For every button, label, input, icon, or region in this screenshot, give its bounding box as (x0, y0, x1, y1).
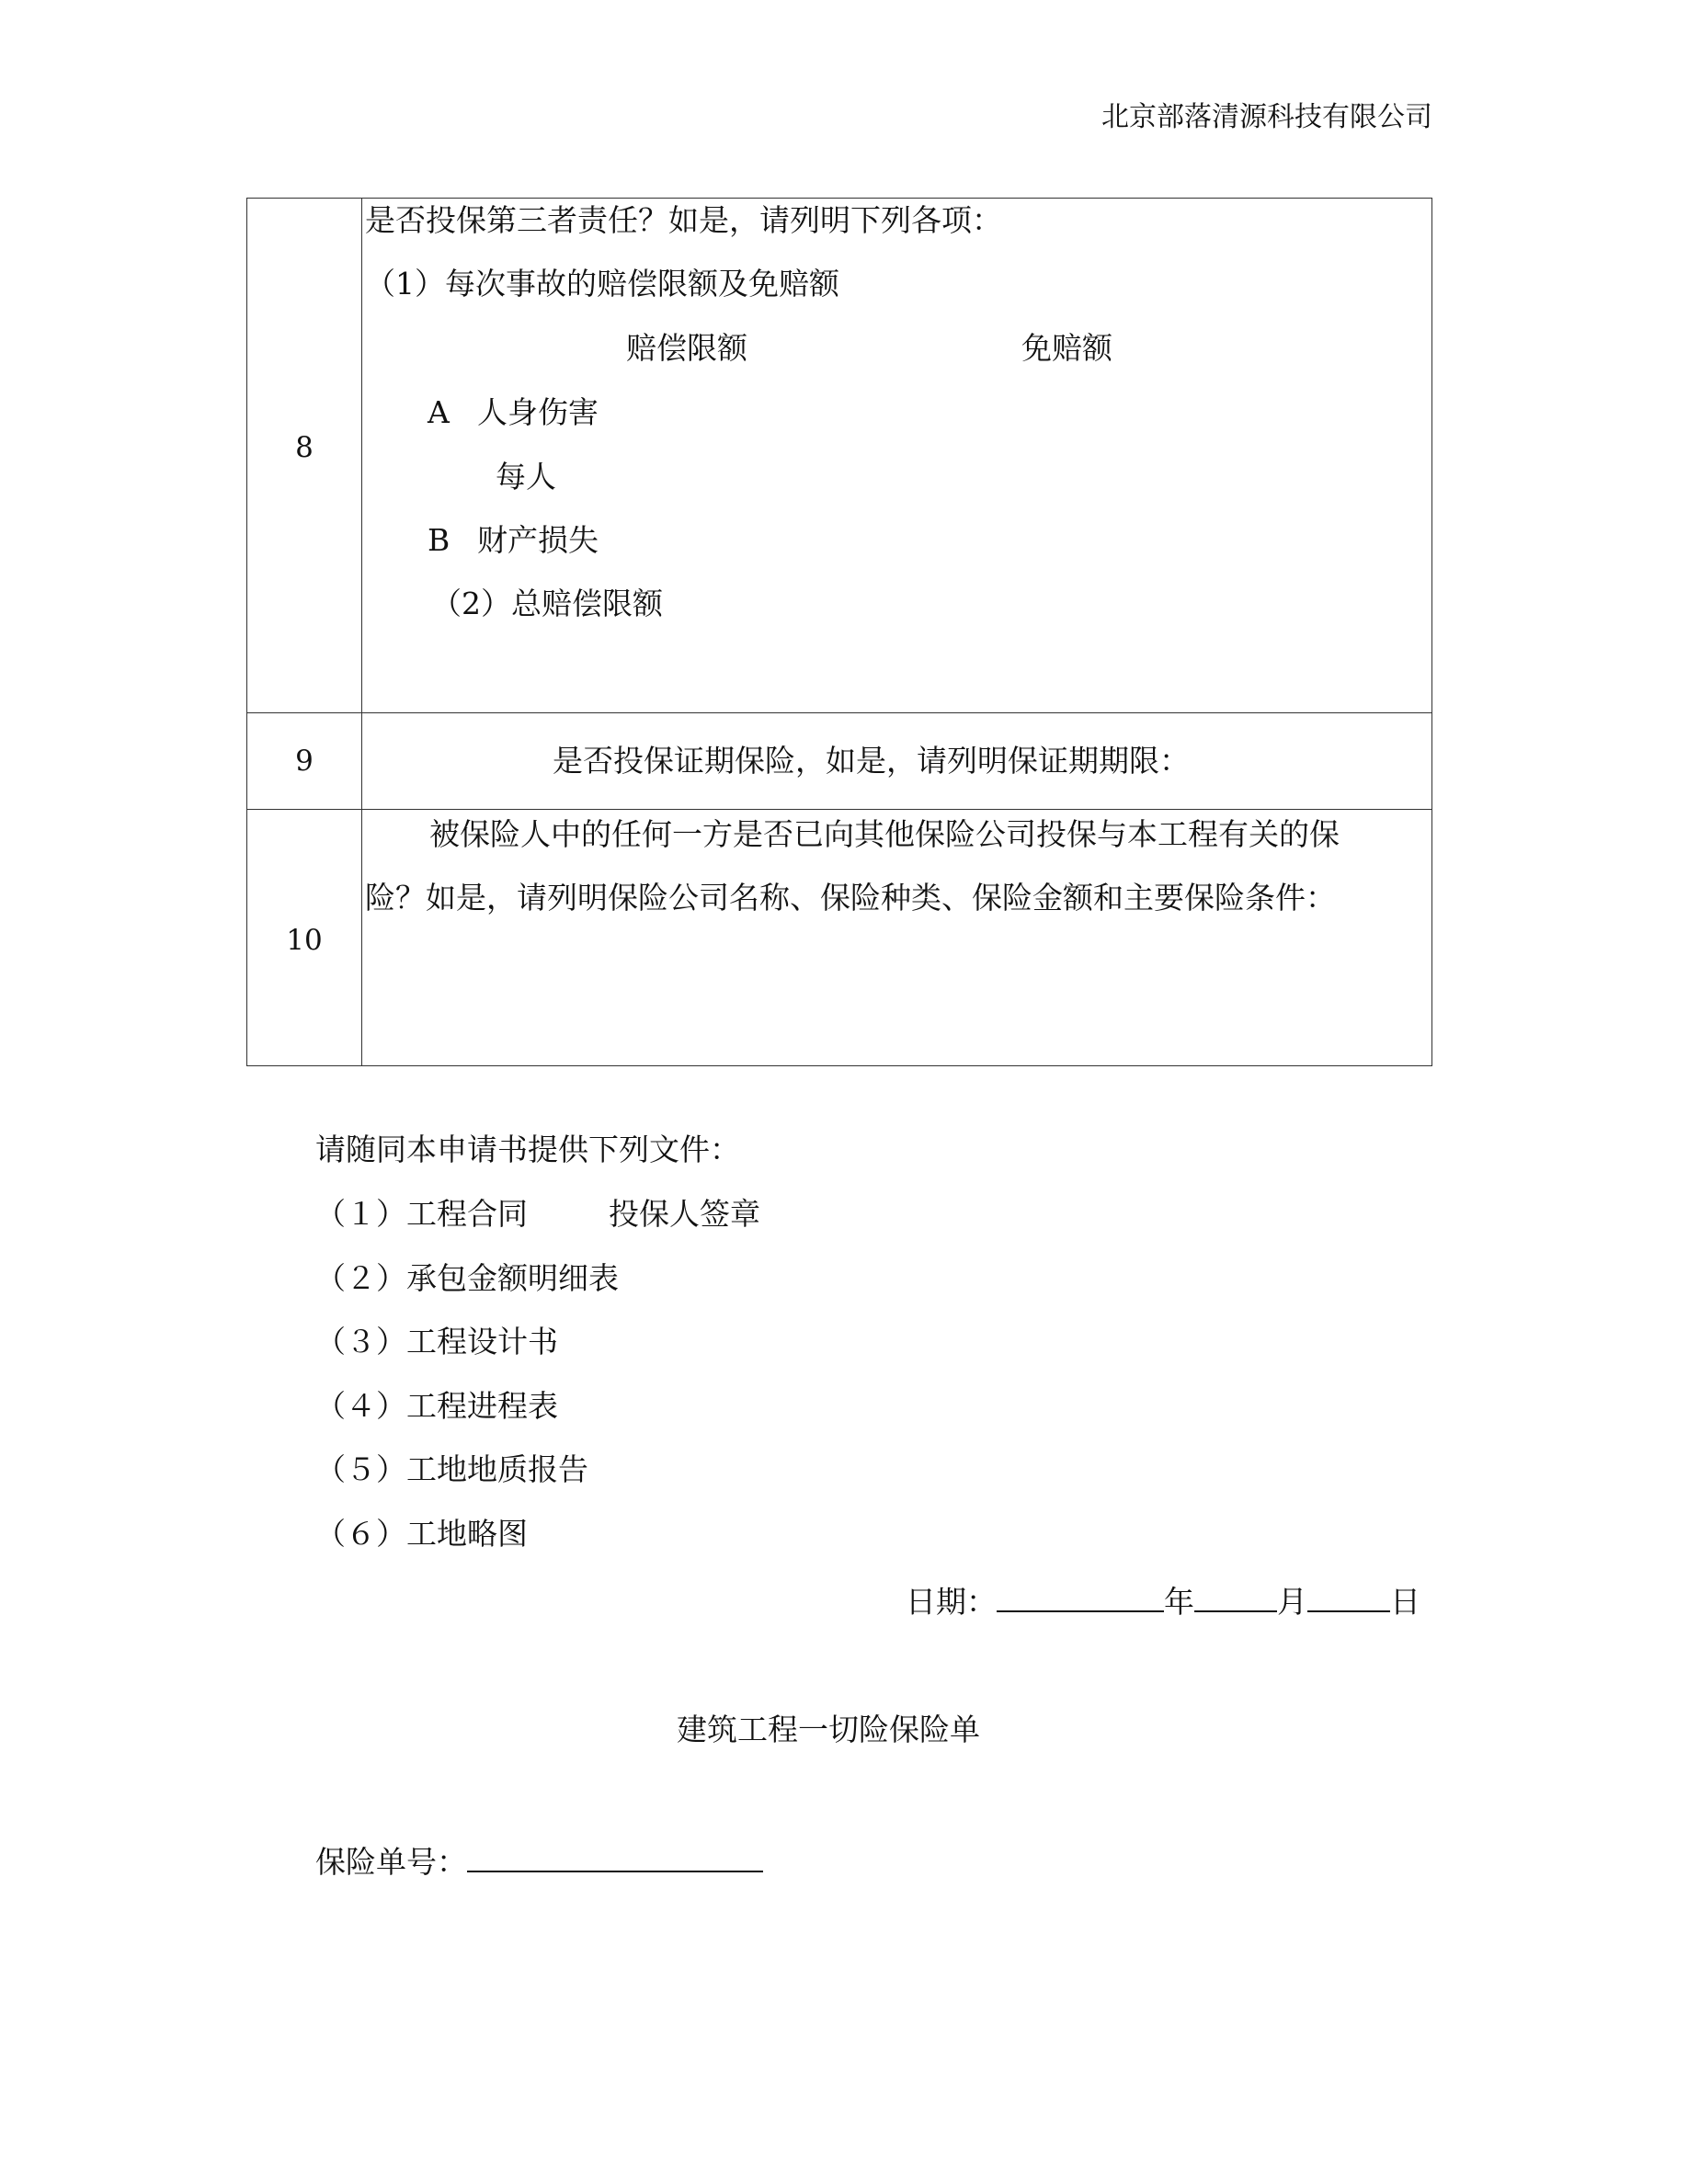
col-limit-label: 赔偿限额 (626, 330, 747, 366)
item-a-label: 人身伤害 (477, 394, 599, 430)
item-b-label: 财产损失 (477, 522, 599, 558)
documents-intro: 请随同本申请书提供下列文件： (315, 1132, 740, 1167)
row-divider (247, 712, 1431, 713)
total-limit-label: （2）总赔偿限额 (431, 586, 663, 621)
document-item-6: （６）工地略图 (315, 1516, 528, 1552)
row-number-8: 8 (295, 431, 314, 464)
document-item-5: （５）工地地质报告 (315, 1451, 588, 1487)
date-label: 日期： (906, 1584, 997, 1620)
row-divider (247, 809, 1431, 810)
policy-number-field[interactable] (467, 1843, 763, 1872)
row9-question: 是否投保证期保险，如是，请列明保证期期限： (553, 743, 1190, 779)
application-table (246, 198, 1432, 1066)
row10-question-line2: 险？如是，请列明保险公司名称、保险种类、保险金额和主要保险条件： (365, 880, 1336, 916)
policy-number-line (315, 1843, 763, 1880)
row-number-10: 10 (286, 924, 323, 957)
date-day-field[interactable] (1307, 1583, 1390, 1612)
item-a-sub-label: 每人 (496, 459, 556, 495)
date-year-label: 年 (1164, 1584, 1194, 1620)
row-number-9: 9 (295, 745, 314, 778)
col-deductible-label: 免赔额 (1021, 330, 1112, 366)
date-month-label: 月 (1277, 1584, 1307, 1620)
policy-number-label: 保险单号： (315, 1844, 467, 1880)
row10-question-line1: 被保险人中的任何一方是否已向其他保险公司投保与本工程有关的保 (429, 816, 1340, 852)
item-b-letter: B (428, 522, 451, 558)
row8-question: 是否投保第三者责任？如是，请列明下列各项： (365, 202, 1002, 238)
document-item-3: （３）工程设计书 (315, 1324, 558, 1359)
date-line (906, 1583, 1420, 1620)
company-name: 北京部落清源科技有限公司 (1101, 101, 1432, 133)
document-item-2: （２）承包金额明细表 (315, 1260, 619, 1296)
item-a-letter: A (428, 394, 450, 430)
date-month-field[interactable] (1194, 1583, 1277, 1612)
table-column-divider (361, 199, 362, 1065)
document-item-4: （４）工程进程表 (315, 1388, 558, 1424)
document-item-1: （１）工程合同 (315, 1196, 528, 1232)
signature-label: 投保人签章 (609, 1196, 760, 1232)
policy-title: 建筑工程一切险保险单 (677, 1712, 980, 1747)
date-year-field[interactable] (997, 1583, 1164, 1612)
date-day-label: 日 (1390, 1584, 1420, 1620)
row8-limit-heading: （1）每次事故的赔偿限额及免赔额 (365, 266, 839, 301)
